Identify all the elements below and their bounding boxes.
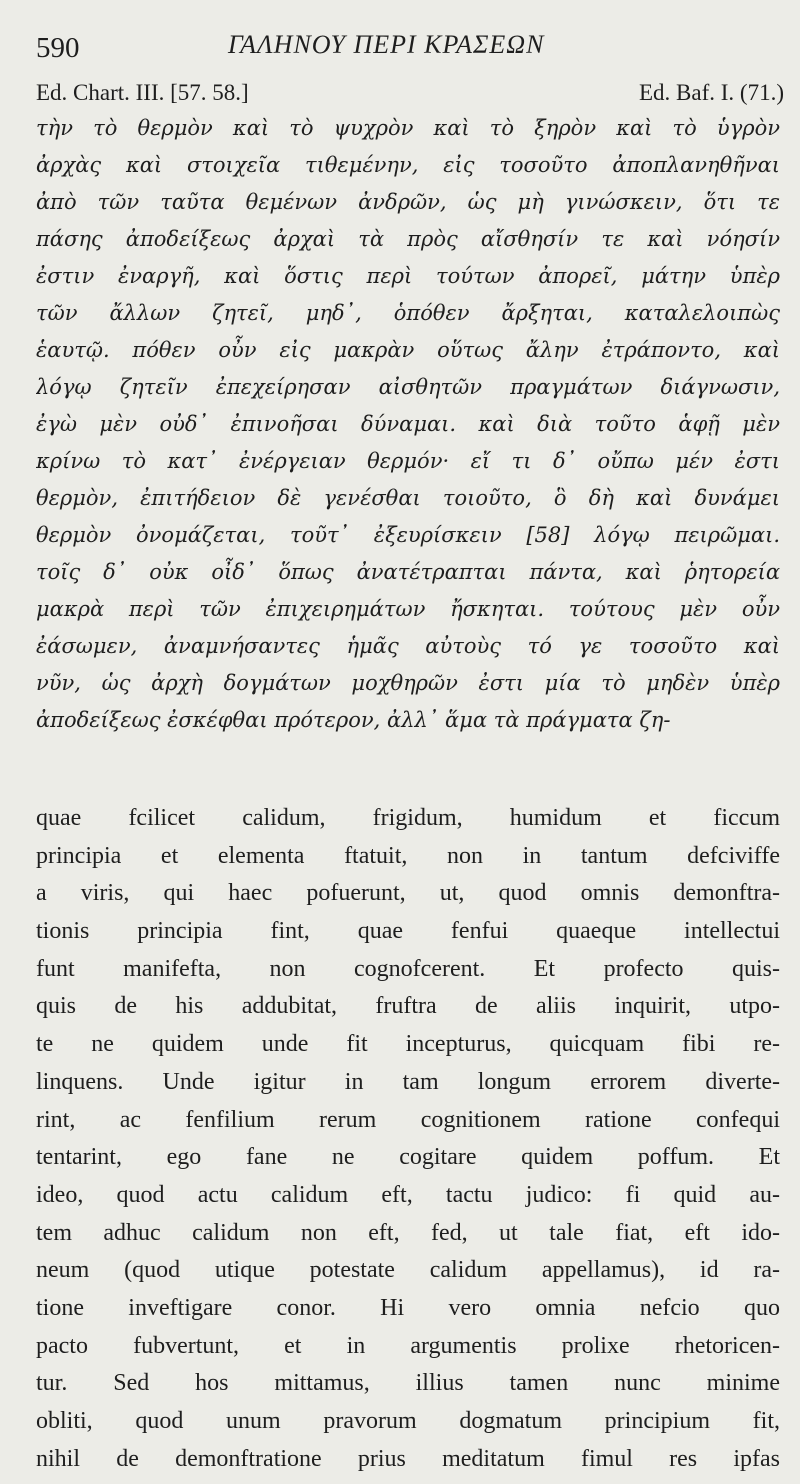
latin-text-line: tem adhuc calidum non eft, fed, ut tale fiat, eft ido- [36, 1219, 780, 1246]
edition-reference-basel: Ed. Baf. I. (71.) [639, 80, 784, 105]
latin-text-line: funt manifefta, non cognofcerent. Et profecto quis- [36, 955, 780, 982]
greek-text-line: ἐστιν ἐναργῆ, καὶ ὅστις περὶ τούτων ἀπορεῖ, μάτην ὑπὲρ [36, 264, 780, 288]
latin-text-line: linquens. Unde igitur in tam longum errorem diverte- [36, 1068, 780, 1095]
greek-text-line: λόγῳ ζητεῖν ἐπεχείρησαν αἰσθητῶν πραγμάτων διάγνωσιν, [36, 375, 780, 399]
latin-text-line: tentarint, ego fane ne cogitare quidem poffum. Et [36, 1144, 780, 1171]
latin-text-line: tur. Sed hos mittamus, illius tamen nunc minime [36, 1370, 780, 1397]
greek-text-line: ἀπὸ τῶν ταῦτα θεμένων ἀνδρῶν, ὡς μὴ γινώσκειν, ὅτι τε [36, 190, 780, 214]
latin-text-line: tionis principia fint, quae fenfui quaeque intellectui [36, 918, 780, 945]
latin-text-line: rint, ac fenfilium rerum cognitionem ratione confequi [36, 1106, 780, 1133]
running-head [36, 30, 776, 74]
greek-text-line: κρίνω τὸ κατ᾽ ἐνέργειαν θερμόν· εἴ τι δ᾽ οὔπω μέν ἐστι [36, 449, 780, 473]
latin-text-line: neum (quod utique potestate calidum appellamus), id ra- [36, 1257, 780, 1284]
latin-text-line: quae fcilicet calidum, frigidum, humidum et ficcum [36, 805, 780, 831]
greek-text-line: τοῖς δ᾽ οὐκ οἶδ᾽ ὅπως ἀνατέτραπται πάντα, καὶ ῥητορεία [36, 560, 780, 584]
greek-text-line: ἀποδείξεως ἐσκέφθαι πρότερον, ἀλλ᾽ ἅμα τὰ πράγματα ζη- [36, 708, 671, 732]
greek-text-block [36, 110, 780, 739]
latin-text-line: principia et elementa ftatuit, non in tantum defciviffe [36, 842, 780, 869]
latin-text-line: quis de his addubitat, fruftra de aliis inquirit, utpo- [36, 993, 780, 1020]
latin-text-line: pacto fubvertunt, et in argumentis prolixe rhetoricen- [36, 1332, 780, 1359]
edition-reference-chartier: Ed. Chart. III. [57. 58.] [36, 80, 249, 105]
greek-text-line: θερμὸν, ἐπιτήδειον δὲ γενέσθαι τοιοῦτο, ὃ δὴ καὶ δυνάμει [36, 486, 780, 510]
latin-text-line: te ne quidem unde fit incepturus, quicquam fibi re- [36, 1031, 780, 1058]
edition-references [36, 80, 784, 112]
greek-text-line: τῶν ἄλλων ζητεῖ, μηδ᾽, ὁπόθεν ἄρξηται, καταλελοιπὼς [36, 301, 780, 325]
greek-text-line: θερμὸν ὀνομάζεται, τοῦτ᾽ ἐξευρίσκειν [58] λόγῳ πειρῶμαι. [36, 523, 780, 547]
latin-text-line: obliti, quod unum pravorum dogmatum principium fit, [36, 1408, 780, 1434]
greek-text-line: νῦν, ὡς ἀρχὴ δογμάτων μοχθηρῶν ἐστι μία τὸ μηδὲν ὑπὲρ [36, 671, 780, 695]
greek-text-line: ἀρχὰς καὶ στοιχεῖα τιθεμένην, εἰς τοσοῦτο ἀποπλανηθῆναι [36, 153, 780, 177]
running-title: ΓΑΛΗΝΟΥ ΠΕΡΙ ΚΡΑΣΕΩΝ [228, 30, 545, 59]
greek-text-line: μακρὰ περὶ τῶν ἐπιχειρημάτων ἤσκηται. τούτους μὲν οὖν [36, 597, 780, 621]
latin-text-line: tione inveftigare conor. Hi vero omnia nefcio quo [36, 1294, 780, 1321]
page-number: 590 [36, 32, 80, 64]
latin-text-line: a viris, qui haec pofuerunt, ut, quod omnis demonftra- [36, 880, 780, 907]
greek-text-line: ἐάσωμεν, ἀναμνήσαντες ἡμᾶς αὐτοὺς τό γε τοσοῦτο καὶ [36, 634, 780, 658]
latin-text-line: nihil de demonftratione prius meditatum fimul res ipfas [36, 1445, 780, 1472]
latin-text-block [36, 800, 780, 1478]
latin-text-line: ideo, quod actu calidum eft, tactu judico: fi quid au- [36, 1181, 780, 1208]
greek-text-line: ἐγὼ μὲν οὐδ᾽ ἐπινοῆσαι δύναμαι. καὶ διὰ τοῦτο ἁφῇ μὲν [36, 412, 780, 436]
greek-text-line: ἑαυτῷ. πόθεν οὖν εἰς μακρὰν οὕτως ἄλην ἐτράποντο, καὶ [36, 338, 780, 362]
greek-text-line: πάσης ἀποδείξεως ἀρχαὶ τὰ πρὸς αἴσθησίν τε καὶ νόησίν [36, 227, 780, 251]
greek-text-line: τὴν τὸ θερμὸν καὶ τὸ ψυχρὸν καὶ τὸ ξηρὸν καὶ τὸ ὑγρὸν [36, 116, 780, 140]
